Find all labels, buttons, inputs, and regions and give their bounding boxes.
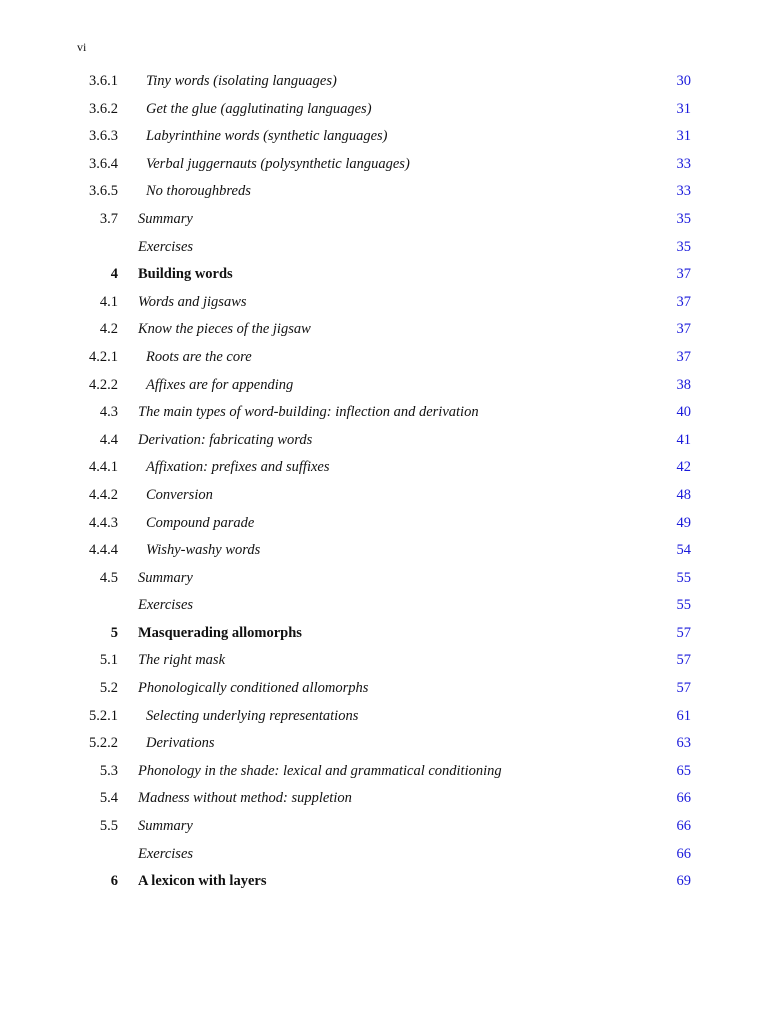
toc-entry-number: 4.4.3: [89, 514, 118, 531]
toc-entry[interactable]: [0, 178, 768, 206]
toc-entry[interactable]: [0, 565, 768, 593]
toc-entry-title[interactable]: Tiny words (isolating languages): [146, 73, 337, 89]
toc-entry-number: 4.2: [99, 321, 118, 338]
toc-entry-title[interactable]: Labyrinthine words (synthetic languages): [146, 128, 388, 145]
toc-entry-number: 4.2.2: [89, 376, 118, 393]
toc-entry-number: 3.6.1: [89, 73, 118, 89]
toc-entry-page-link[interactable]: 33: [676, 183, 691, 200]
toc-entry-page-link[interactable]: 35: [676, 210, 691, 227]
toc-entry-page-link[interactable]: 57: [676, 624, 691, 641]
toc-entry-number: 5.2.1: [89, 707, 118, 724]
toc-entry-title[interactable]: Compound parade: [146, 514, 255, 531]
toc-entry-title[interactable]: Madness without method: suppletion: [138, 790, 352, 807]
toc-entry-page-link[interactable]: 38: [676, 376, 691, 393]
toc-entry-page-link[interactable]: 63: [676, 735, 691, 752]
toc-entry-title[interactable]: Affixation: prefixes and suffixes: [146, 459, 330, 476]
toc-entry-title[interactable]: Exercises: [138, 238, 194, 255]
toc-entry-number: 3.6.5: [89, 183, 118, 200]
toc-entry-title[interactable]: Building words: [138, 266, 233, 283]
toc-entry[interactable]: [0, 647, 768, 675]
toc-entry-title[interactable]: Words and jigsaws: [138, 293, 247, 310]
toc-entry[interactable]: [0, 151, 768, 179]
toc-entry-title[interactable]: Wishy-washy words: [146, 542, 261, 559]
toc-entry-page-link[interactable]: 55: [676, 569, 691, 586]
toc-entry-page-link[interactable]: 41: [676, 431, 691, 448]
toc-entry[interactable]: [0, 537, 768, 565]
toc-entry-title[interactable]: The main types of word-building: inflection and derivation: [138, 404, 479, 421]
toc-entry-number: 3.6.2: [89, 100, 118, 117]
toc-entry-page-link[interactable]: 35: [676, 238, 691, 255]
toc-entry-page-link[interactable]: 37: [676, 348, 691, 365]
toc-entry-title[interactable]: Summary: [138, 569, 193, 586]
toc-entry-page-link[interactable]: 65: [676, 762, 691, 779]
toc-entry[interactable]: [0, 96, 768, 124]
toc-entry-page-link[interactable]: 40: [676, 404, 691, 421]
toc-entry[interactable]: [0, 510, 768, 538]
toc-entry-number: 4.4.2: [89, 486, 118, 503]
toc-entry-title[interactable]: Summary: [138, 210, 193, 227]
toc-entry-title[interactable]: Exercises: [138, 597, 194, 614]
toc-entry-page-link[interactable]: 57: [676, 680, 691, 697]
toc-entry-page-link[interactable]: 37: [676, 293, 691, 310]
page-number: vi: [77, 40, 87, 54]
toc-entry-title[interactable]: Phonology in the shade: lexical and grammatical conditioning: [138, 762, 502, 779]
toc-entry-page-link[interactable]: 37: [676, 266, 691, 283]
toc-entry[interactable]: [0, 344, 768, 372]
toc-entry-title[interactable]: Know the pieces of the jigsaw: [138, 321, 311, 338]
toc-entry[interactable]: [0, 68, 768, 96]
toc-entry[interactable]: [0, 454, 768, 482]
toc-entry-number: 4.4: [99, 431, 118, 448]
toc-entry[interactable]: [0, 261, 768, 289]
toc-entry-number: 4.2.1: [89, 348, 118, 365]
toc-entry-page-link[interactable]: 49: [676, 514, 691, 531]
toc-entry-number: 4.1: [99, 293, 118, 310]
toc-entry-title[interactable]: Selecting underlying representations: [146, 707, 359, 724]
toc-entry[interactable]: [0, 234, 768, 262]
toc-entry-page-link[interactable]: 69: [676, 873, 691, 890]
toc-entry[interactable]: [0, 482, 768, 510]
toc-entry-page-link[interactable]: 57: [676, 652, 691, 669]
toc-entry-number: 3.6.3: [89, 128, 118, 145]
toc-entry[interactable]: [0, 206, 768, 234]
toc-entry[interactable]: [0, 592, 768, 620]
toc-entry[interactable]: [0, 427, 768, 455]
toc-entry[interactable]: [0, 841, 768, 869]
toc-entry-title[interactable]: Exercises: [138, 845, 194, 862]
toc-entry[interactable]: [0, 758, 768, 786]
toc-entry-number: 4.4.1: [89, 459, 118, 476]
toc-entry[interactable]: [0, 620, 768, 648]
toc-entry-page-link[interactable]: 54: [676, 542, 691, 559]
toc-entry-number: 5.3: [99, 762, 118, 779]
toc-entry-number: 5.5: [99, 818, 118, 835]
toc-entry-number: 6: [110, 873, 118, 890]
toc-entry[interactable]: [0, 316, 768, 344]
toc-entry-page-link[interactable]: 55: [676, 597, 691, 614]
toc-entry-number: 4.5: [99, 569, 118, 586]
toc-entry[interactable]: [0, 372, 768, 400]
toc-entry-page-link[interactable]: 37: [676, 321, 691, 338]
toc-entry-title[interactable]: No thoroughbreds: [146, 183, 251, 200]
toc-entry-number: 4.3: [99, 404, 118, 421]
toc-entry-number: 4.4.4: [89, 542, 118, 559]
toc-entry[interactable]: [0, 785, 768, 813]
toc-entry[interactable]: [0, 813, 768, 841]
toc-entry-page-link[interactable]: 31: [676, 128, 691, 145]
toc-entry-page-link[interactable]: 42: [676, 459, 691, 476]
toc-entry-number: 5.2: [99, 680, 118, 697]
toc-entry-page-link[interactable]: 30: [676, 73, 691, 89]
table-of-contents: [0, 68, 768, 896]
toc-entry-title[interactable]: Verbal juggernauts (polysynthetic languages): [146, 155, 410, 172]
toc-entry-number: 3.6.4: [89, 155, 118, 172]
toc-entry-title[interactable]: Conversion: [146, 486, 213, 503]
toc-entry[interactable]: [0, 675, 768, 703]
toc-entry-title[interactable]: Summary: [138, 818, 193, 835]
toc-entry-title[interactable]: A lexicon with layers: [138, 873, 267, 890]
toc-entry-page-link[interactable]: 66: [676, 818, 691, 835]
toc-entry-number: 3.7: [99, 210, 118, 227]
toc-entry[interactable]: [0, 399, 768, 427]
toc-entry[interactable]: [0, 289, 768, 317]
toc-entry-number: 5.4: [99, 790, 118, 807]
toc-entry-number: 4: [110, 266, 118, 283]
toc-entry-title[interactable]: The right mask: [138, 652, 225, 669]
toc-entry-page-link[interactable]: 31: [676, 100, 691, 117]
toc-entry[interactable]: [0, 868, 768, 896]
toc-entry-title[interactable]: Phonologically conditioned allomorphs: [138, 680, 369, 697]
toc-entry[interactable]: [0, 123, 768, 151]
toc-entry[interactable]: [0, 703, 768, 731]
toc-entry-title[interactable]: Derivations: [146, 735, 215, 752]
toc-entry-number: 5.1: [99, 652, 118, 669]
toc-entry-title[interactable]: Roots are the core: [146, 348, 252, 365]
toc-entry-page-link[interactable]: 66: [676, 845, 691, 862]
toc-entry-title[interactable]: Derivation: fabricating words: [138, 431, 313, 448]
toc-entry-title[interactable]: Affixes are for appending: [146, 376, 294, 393]
toc-entry-number: 5: [110, 624, 118, 641]
toc-entry-page-link[interactable]: 61: [676, 707, 691, 724]
toc-entry-title[interactable]: Masquerading allomorphs: [138, 624, 302, 641]
toc-entry-page-link[interactable]: 33: [676, 155, 691, 172]
toc-entry-title[interactable]: Get the glue (agglutinating languages): [146, 100, 372, 117]
toc-entry-page-link[interactable]: 66: [676, 790, 691, 807]
toc-entry-number: 5.2.2: [89, 735, 118, 752]
toc-entry-page-link[interactable]: 48: [676, 486, 691, 503]
toc-entry[interactable]: [0, 730, 768, 758]
